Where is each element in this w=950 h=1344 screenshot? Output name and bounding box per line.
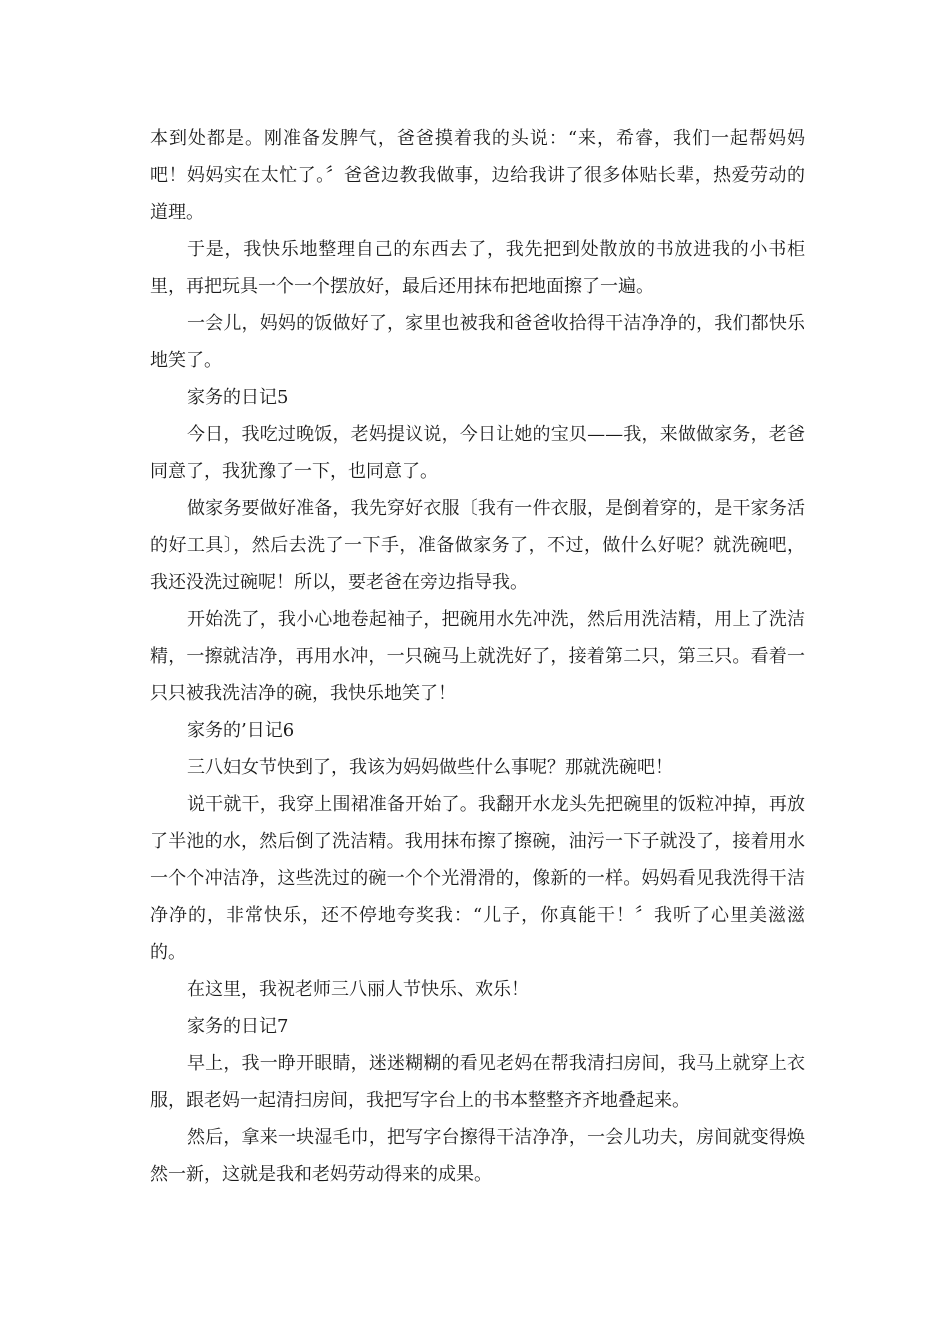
paragraph: 说干就干，我穿上围裙准备开始了。我翻开水龙头先把碗里的饭粒冲掉，再放了半池的水，然后倒了洗洁精。我用抹布擦了擦碗，油污一下子就没了，接着用水一个个冲洁净，这些洗过的碗一个个光滑滑的，像新的一样。妈妈看见我洗得干洁净净的，非常快乐，还不停地夸奖我：“儿子，你真能干！〞我听了心里美滋滋的。 xyxy=(150,794,805,963)
paragraph: 三八妇女节快到了，我该为妈妈做些什么事呢？那就洗碗吧！ xyxy=(187,757,673,778)
section-heading: 家务的日记7 xyxy=(187,1016,289,1037)
section-heading: 家务的日记5 xyxy=(187,387,289,408)
paragraph: 开始洗了，我小心地卷起袖子，把碗用水先冲洗，然后用洗洁精，用上了洗洁精，一擦就洁净，再用水冲，一只碗马上就洗好了，接着第二只，第三只。看着一只只被我洗洁净的碗，我快乐地笑了！ xyxy=(150,609,805,704)
section-heading: 家务的’日记6 xyxy=(187,720,295,741)
paragraph: 做家务要做好准备，我先穿好衣服〔我有一件衣服，是倒着穿的，是干家务活的好工具〕，然后去洗了一下手，准备做家务了，不过，做什么好呢？就洗碗吧，我还没洗过碗呢！所以，要老爸在旁边指导我。 xyxy=(150,498,805,593)
paragraph: 一会儿，妈妈的饭做好了，家里也被我和爸爸收拾得干洁净净的，我们都快乐地笑了。 xyxy=(150,313,805,371)
document-body xyxy=(150,120,805,1193)
paragraph: 在这里，我祝老师三八丽人节快乐、欢乐！ xyxy=(187,979,529,1000)
paragraph: 然后，拿来一块湿毛巾，把写字台擦得干洁净净，一会儿功夫，房间就变得焕然一新，这就是我和老妈劳动得来的成果。 xyxy=(150,1127,805,1185)
paragraph: 本到处都是。刚准备发脾气，爸爸摸着我的头说：“来，希睿，我们一起帮妈妈吧！妈妈实在太忙了。〞爸爸边教我做事，边给我讲了很多体贴长辈，热爱劳动的道理。 xyxy=(150,128,805,223)
paragraph: 早上，我一睁开眼睛，迷迷糊糊的看见老妈在帮我清扫房间，我马上就穿上衣服，跟老妈一起清扫房间，我把写字台上的书本整整齐齐地叠起来。 xyxy=(150,1053,805,1111)
paragraph: 于是，我快乐地整理自己的东西去了，我先把到处散放的书放进我的小书柜里，再把玩具一个一个摆放好，最后还用抹布把地面擦了一遍。 xyxy=(150,239,805,297)
paragraph: 今日，我吃过晚饭，老妈提议说，今日让她的宝贝——我，来做做家务，老爸同意了，我犹豫了一下，也同意了。 xyxy=(150,424,805,482)
